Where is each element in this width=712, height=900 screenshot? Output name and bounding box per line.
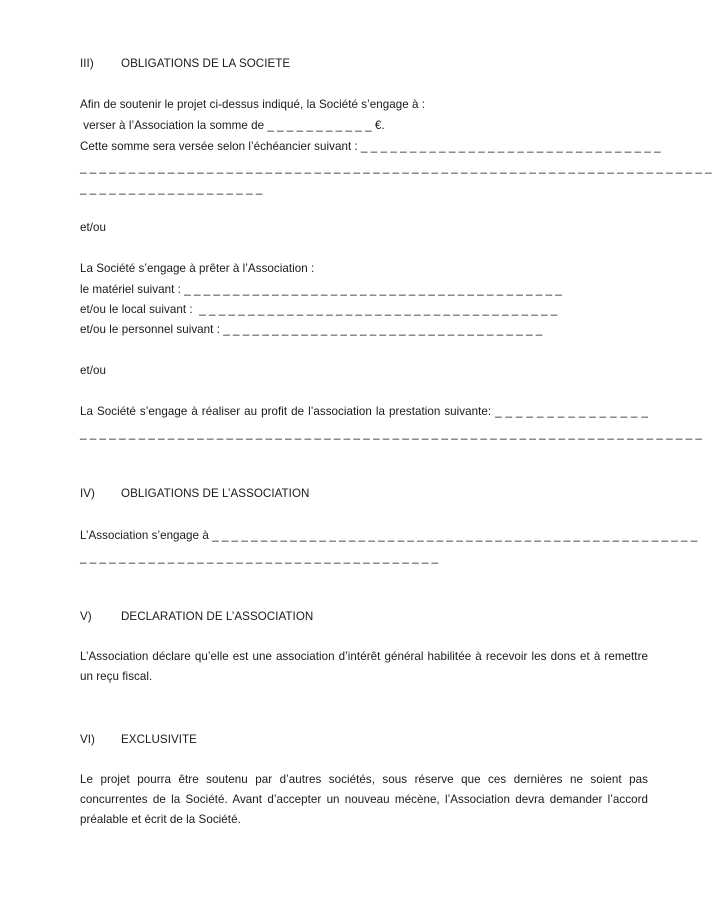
section-3-service-blank: _ _ _ _ _ _ _ _ _ _ _ _ _ _ _ _ _ _ _ _ _ _ _ _ _ _ _ _ _ _ _ _ _ _ _ _ _ _ _ _ _ _ _ _ _ _ _ _ _ _ _ _ _ _ _ _ _ _ _ _ _ _ _ _ <box>80 427 702 440</box>
section-3-lend-staff: et/ou le personnel suivant : _ _ _ _ _ _ _ _ _ _ _ _ _ _ _ _ _ _ _ _ _ _ _ _ _ _ _ _ _ _ _ _ _ <box>80 323 543 336</box>
section-3-lend-material: le matériel suivant : _ _ _ _ _ _ _ _ _ _ _ _ _ _ _ _ _ _ _ _ _ _ _ _ _ _ _ _ _ _ _ _ _ _ _ _ _ _ _ <box>80 283 562 296</box>
section-3-etou-2: et/ou <box>80 364 107 377</box>
section-3-schedule-blank-2: _ _ _ _ _ _ _ _ _ _ _ _ _ _ _ _ _ _ _ <box>80 182 263 195</box>
section-3-lend-intro: La Société s’engage à prêter à l’Association : <box>80 262 315 275</box>
section-6-number: VI) <box>80 733 95 746</box>
section-6-paragraph: Le projet pourra être soutenu par d’autres sociétés, sous réserve que ces dernières ne soient pas concurrentes de la Société. Avant d’accepter un nouveau mécène, l’Association devra demander l’accord préalable et écrit de la Société. <box>80 773 648 826</box>
section-3-lend-local: et/ou le local suivant : _ _ _ _ _ _ _ _ _ _ _ _ _ _ _ _ _ _ _ _ _ _ _ _ _ _ _ _ _ _ _ _ _ _ _ _ _ <box>80 303 558 316</box>
section-5-paragraph: L’Association déclare qu’elle est une association d’intérêt général habilitée à recevoir les dons et à remettre un reçu fiscal. <box>80 650 648 683</box>
section-4-engage-blank: _ _ _ _ _ _ _ _ _ _ _ _ _ _ _ _ _ _ _ _ _ _ _ _ _ _ _ _ _ _ _ _ _ _ _ _ _ <box>80 551 439 564</box>
section-3-number: III) <box>80 57 94 70</box>
section-3-pay-line: verser à l’Association la somme de _ _ _ _ _ _ _ _ _ _ _ €. <box>80 119 385 132</box>
section-3-etou-1: et/ou <box>80 221 107 234</box>
section-3-service-line: La Société s’engage à réaliser au profit de l’association la prestation suivante: _ _ _ _ _ _ _ _ _ _ _ _ _ _ _ <box>80 405 648 418</box>
section-6-title: EXCLUSIVITE <box>121 733 197 746</box>
section-3-intro: Afin de soutenir le projet ci-dessus indiqué, la Société s’engage à : <box>80 98 426 111</box>
section-3-title: OBLIGATIONS DE LA SOCIETE <box>121 57 291 70</box>
section-5-number: V) <box>80 610 92 623</box>
section-5-title: DECLARATION DE L’ASSOCIATION <box>121 610 314 623</box>
section-4-engage-line: L’Association s’engage à _ _ _ _ _ _ _ _ _ _ _ _ _ _ _ _ _ _ _ _ _ _ _ _ _ _ _ _ _ _ _ _ _ _ _ _ _ _ _ _ _ _ _ _ _ _ _ _ _ _ <box>80 529 698 542</box>
section-4-number: IV) <box>80 487 95 500</box>
section-3-schedule-blank-1: _ _ _ _ _ _ _ _ _ _ _ _ _ _ _ _ _ _ _ _ _ _ _ _ _ _ _ _ _ _ _ _ _ _ _ _ _ _ _ _ _ _ _ _ _ _ _ _ _ _ _ _ _ _ _ _ _ _ _ _ _ _ _ _ _ <box>80 161 712 174</box>
section-3-schedule-line: Cette somme sera versée selon l’échéancier suivant : _ _ _ _ _ _ _ _ _ _ _ _ _ _ _ _ _ _ _ _ _ _ _ _ _ _ _ _ _ _ _ <box>80 140 661 153</box>
section-4-title: OBLIGATIONS DE L’ASSOCIATION <box>121 487 310 500</box>
